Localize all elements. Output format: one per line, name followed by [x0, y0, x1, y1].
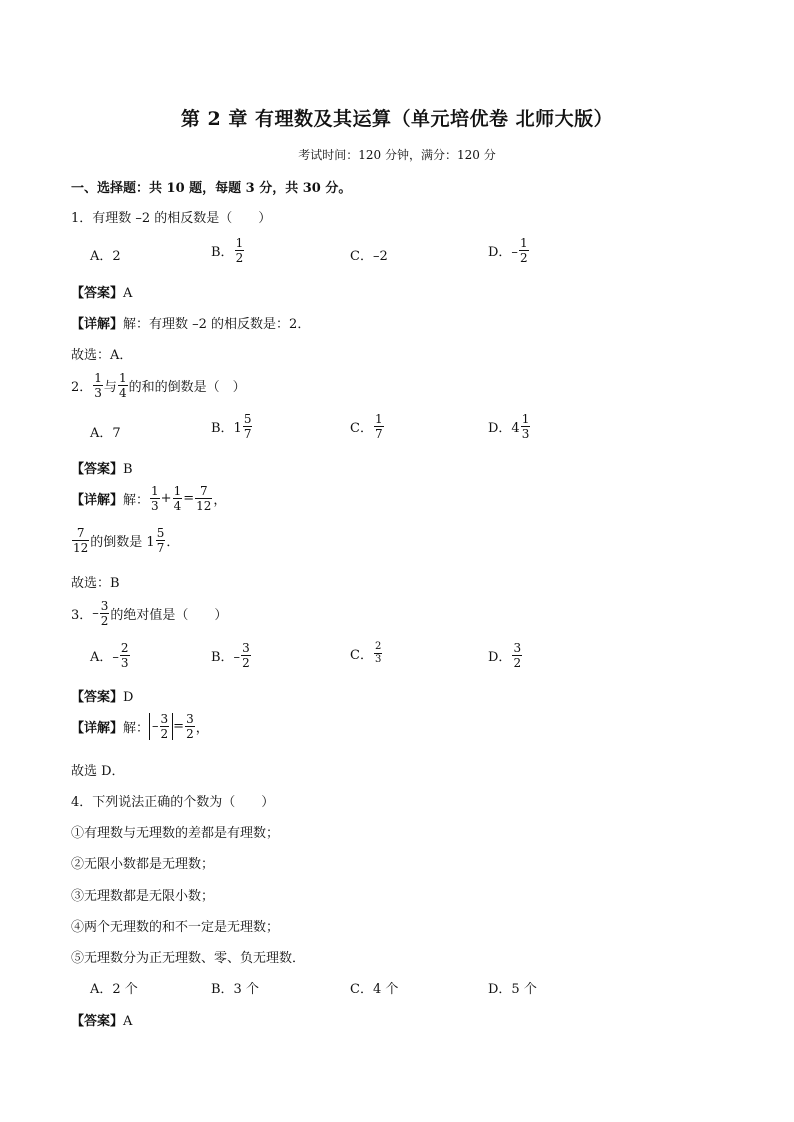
operator: =: [173, 719, 185, 734]
q2-option-b: [211, 413, 253, 440]
answer-label: 【答案】: [71, 286, 124, 301]
detail-label: 【详解】: [71, 317, 124, 332]
fraction: $\frac{3}{2}$: [100, 599, 109, 628]
fraction: $\frac{2}{3}$: [374, 641, 382, 665]
fraction: $\frac{7}{12}$: [73, 526, 89, 555]
detail-text: 解：: [123, 493, 150, 508]
option-label: C．: [350, 421, 373, 436]
punctuation: ．: [166, 535, 180, 550]
q1-option-b: [211, 237, 245, 264]
q3-option-b: [211, 642, 252, 669]
fraction: $\frac{1}{3}$: [151, 484, 159, 513]
fraction: $\frac{1}{4}$: [173, 484, 182, 513]
stem-text: 的绝对值是（ ）: [110, 608, 228, 623]
q3-choice: 故选 D．: [71, 764, 125, 779]
q4-option-d: D．5 个: [488, 982, 537, 997]
q3-answer: [71, 686, 133, 705]
q4-statement-2: ②无限小数都是无理数；: [71, 857, 215, 872]
fraction: $\frac{1}{3}$: [94, 371, 102, 400]
fraction: $\frac{1}{2}$: [519, 236, 528, 265]
detail-text: 的倒数是 1: [90, 535, 155, 550]
fraction: $\frac{7}{12}$: [196, 484, 212, 513]
fraction: $\frac{2}{3}$: [120, 641, 129, 670]
q1-option-c: C．–2: [350, 249, 388, 264]
q4-option-b: B．3 个: [211, 982, 259, 997]
stem-text: 与: [103, 380, 117, 395]
q3-stem: [71, 600, 227, 627]
q3-option-c: [350, 642, 383, 665]
option-label: B．1: [211, 421, 242, 436]
option-label: A．–: [90, 650, 119, 665]
fraction: $\frac{1}{3}$: [521, 412, 530, 441]
stem-text: 的和的倒数是（ ）: [128, 380, 246, 395]
option-label: B．–: [211, 650, 241, 665]
q4-answer: [71, 1010, 132, 1029]
q1-answer: [71, 282, 132, 301]
q1-option-d: [488, 237, 530, 264]
q4-statement-4: ④两个无理数的和不一定是无理数；: [71, 920, 280, 935]
option-label: D．4: [488, 421, 520, 436]
question-number: 2．: [71, 380, 93, 395]
q4-stem: 4．下列说法正确的个数为（ ）: [71, 795, 275, 810]
operator: +: [160, 491, 172, 506]
page-title: 第 2 章 有理数及其运算（单元培优卷 北师大版）: [180, 108, 614, 130]
q4-option-c: C．4 个: [350, 982, 399, 997]
punctuation: ，: [195, 721, 209, 736]
q2-option-d: [488, 413, 531, 440]
q1-choice: 故选：A．: [71, 348, 133, 363]
answer-label: 【答案】: [71, 690, 124, 705]
detail-label: 【详解】: [71, 721, 124, 736]
q2-detail-line1: [71, 485, 226, 512]
answer-value: A: [123, 286, 133, 301]
fraction: $\frac{3}{2}$: [242, 641, 250, 670]
q2-option-c: [350, 413, 385, 440]
q3-detail: [71, 713, 209, 740]
answer-label: 【答案】: [71, 1014, 124, 1029]
detail-text: 解：有理数 –2 的相反数是：2．: [123, 317, 311, 332]
q4-statement-3: ③无理数都是无限小数；: [71, 889, 215, 904]
q3-option-a: [90, 642, 131, 669]
q2-detail-line2: [71, 527, 179, 554]
option-label: D．: [488, 650, 512, 665]
q1-detail: [71, 313, 310, 332]
section-heading: 一、选择题：共 10 题，每题 3 分，共 30 分。: [71, 181, 352, 196]
answer-value: B: [123, 462, 133, 477]
answer-value: A: [123, 1014, 133, 1029]
fraction: $\frac{3}{2}$: [513, 641, 522, 670]
q2-answer: [71, 458, 133, 477]
q2-option-a: A．7: [90, 426, 121, 441]
q1-stem: 1．有理数 –2 的相反数是（ ）: [71, 211, 272, 226]
option-label: C．: [350, 648, 373, 663]
q2-stem: [71, 372, 246, 399]
option-label: B．: [211, 245, 234, 260]
answer-label: 【答案】: [71, 462, 124, 477]
q3-option-d: [488, 642, 523, 669]
punctuation: ，: [213, 493, 227, 508]
operator: –: [92, 606, 99, 621]
q1-option-a: A．2: [90, 249, 121, 264]
exam-info: 考试时间：120 分钟，满分：120 分: [298, 148, 496, 162]
detail-label: 【详解】: [71, 493, 124, 508]
fraction: $\frac{1}{4}$: [118, 371, 127, 400]
fraction: $\frac{5}{7}$: [156, 526, 165, 555]
question-number: 3．: [71, 608, 93, 623]
q4-option-a: A．2 个: [90, 982, 138, 997]
absolute-value: [149, 713, 173, 740]
option-label: D．–: [488, 245, 518, 260]
fraction: $\frac{5}{7}$: [243, 412, 252, 441]
operator: –: [152, 719, 159, 734]
q2-choice: 故选：B: [71, 576, 120, 591]
fraction: $\frac{3}{2}$: [186, 712, 194, 741]
q4-statement-1: ①有理数与无理数的差都是有理数；: [71, 826, 280, 841]
detail-text: 解：: [123, 721, 150, 736]
fraction: $\frac{1}{2}$: [235, 236, 244, 265]
fraction: $\frac{3}{2}$: [160, 712, 169, 741]
operator: =: [183, 491, 195, 506]
fraction: $\frac{1}{7}$: [374, 412, 383, 441]
answer-value: D: [123, 690, 134, 705]
q4-statement-5: ⑤无理数分为正无理数、零、负无理数．: [71, 951, 306, 966]
